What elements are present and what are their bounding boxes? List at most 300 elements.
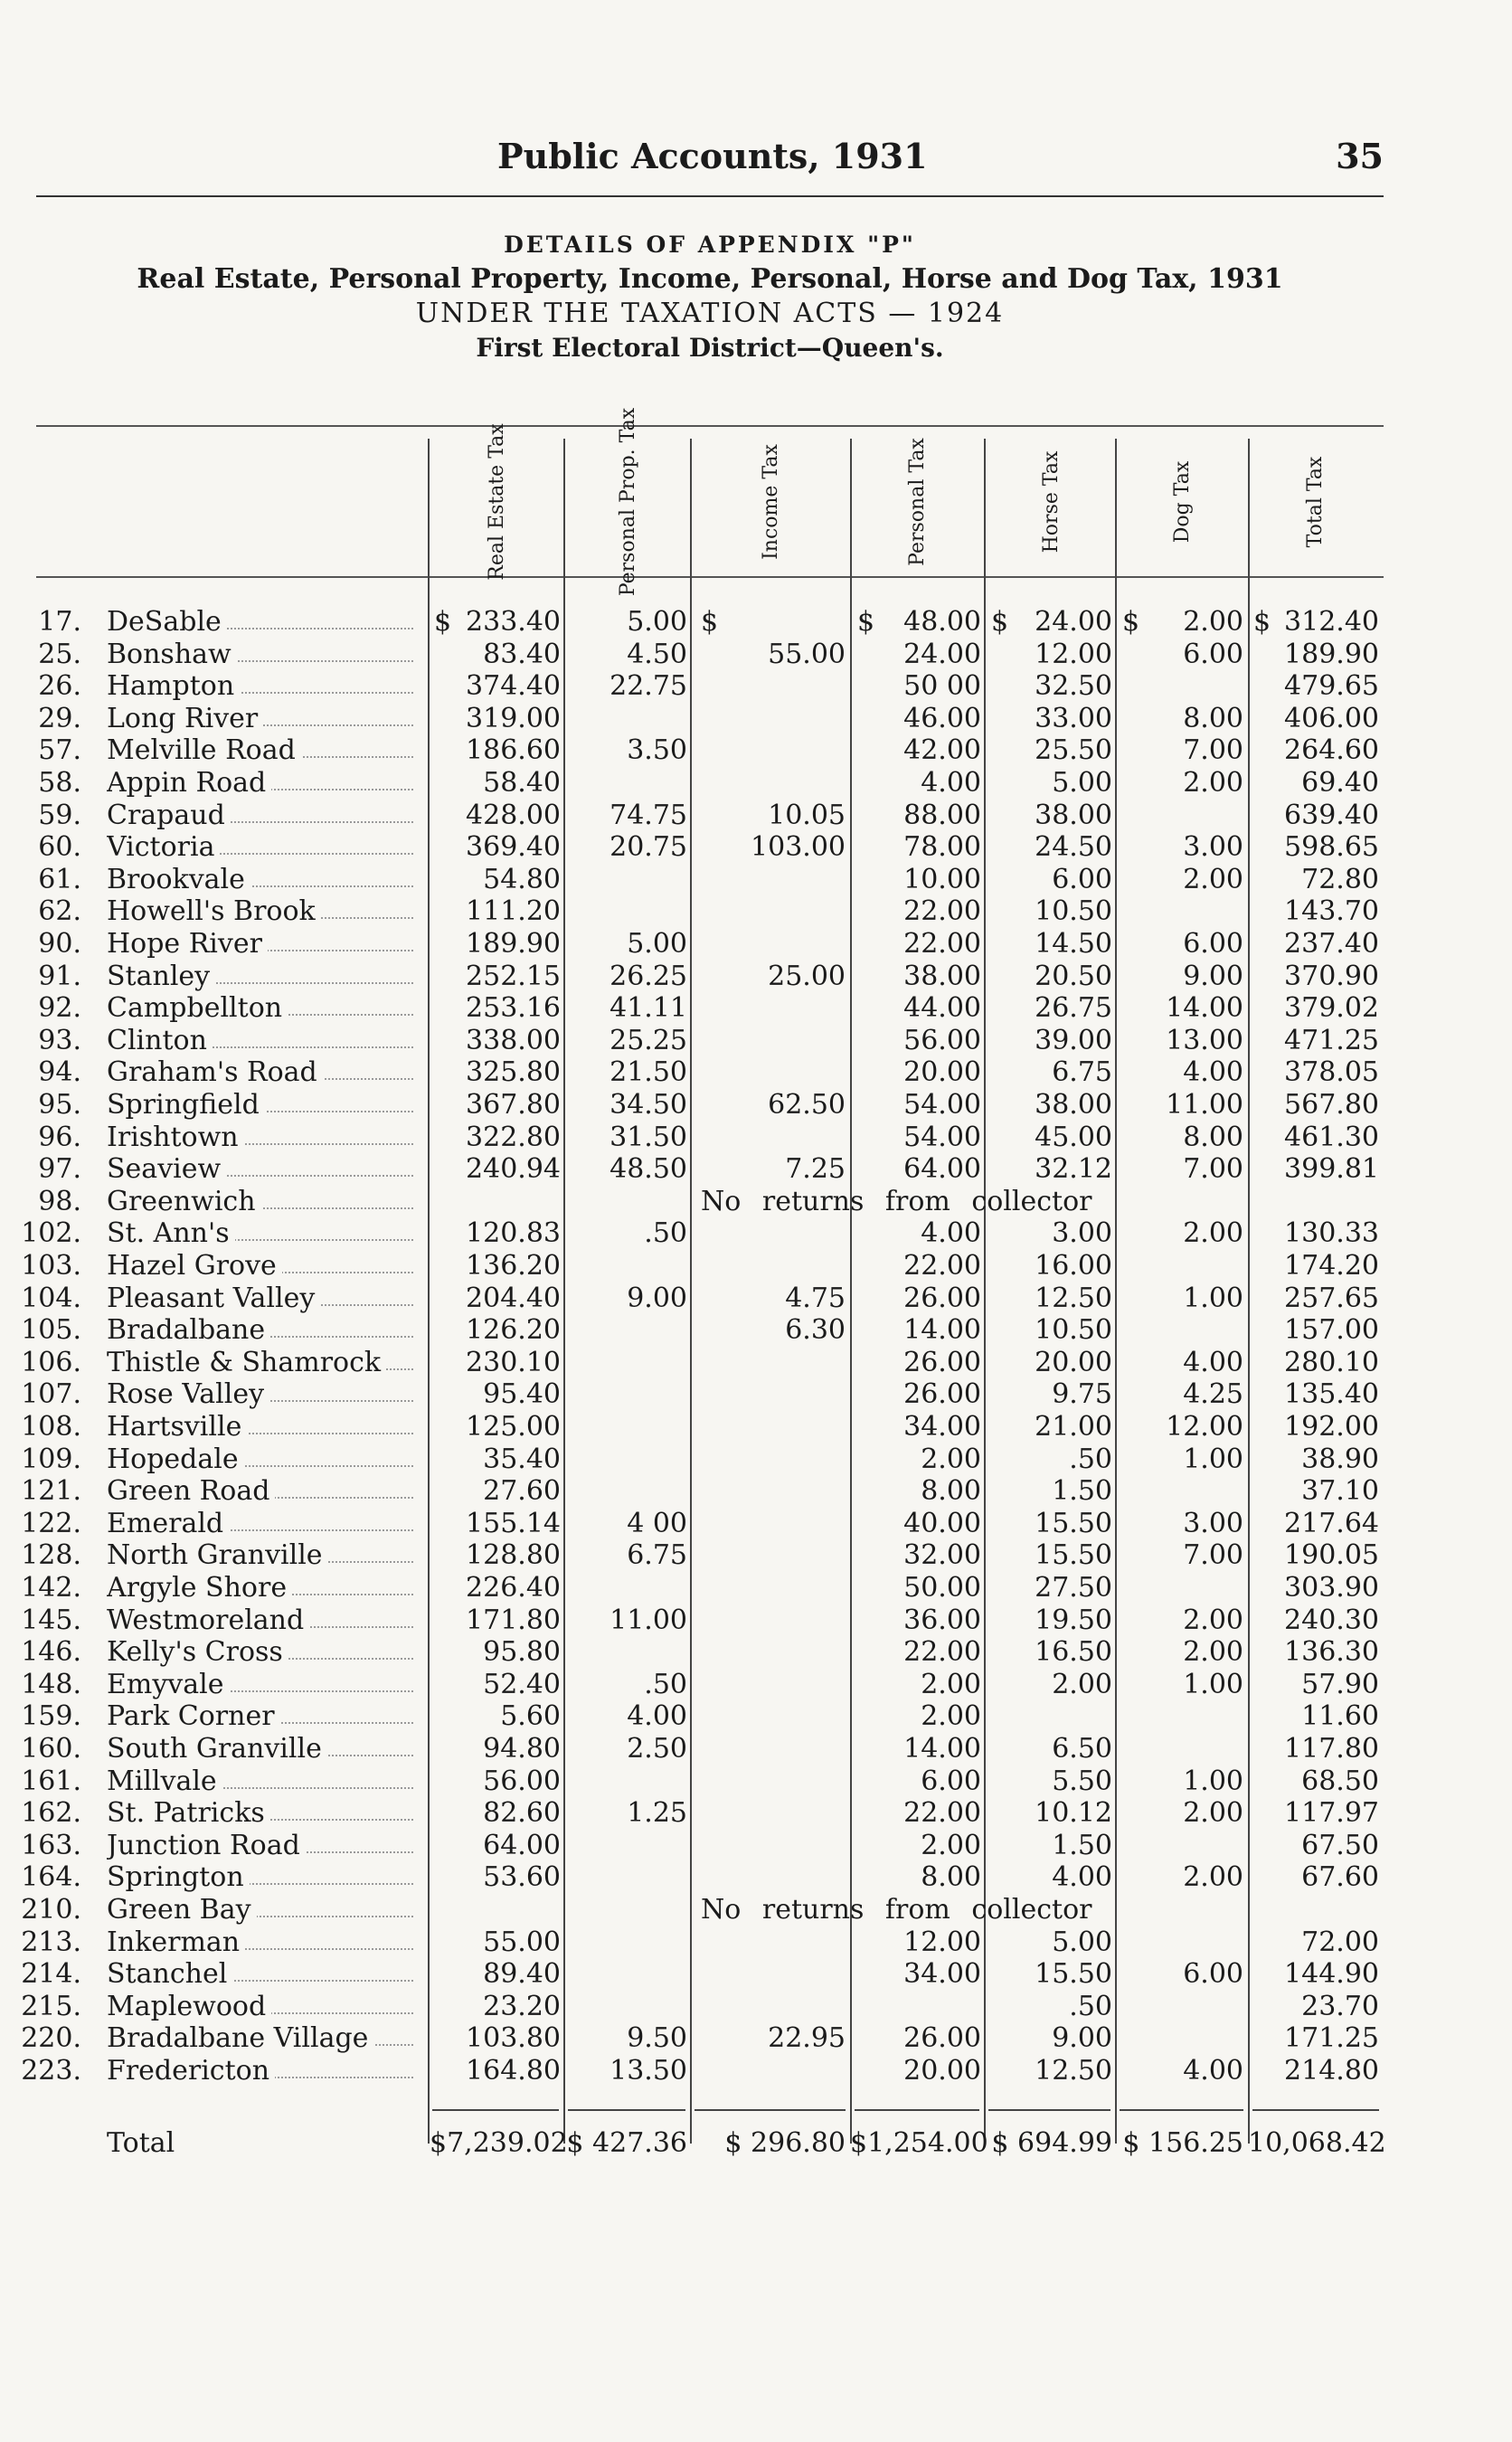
dog-tax-cell: 4.00	[1183, 2055, 1243, 2087]
district-name: North Granville	[107, 1539, 328, 1571]
total-tax-cell: 23.70	[1301, 1990, 1379, 2022]
personal-property-tax-cell: 4.00	[627, 1700, 687, 1733]
district-name-cell	[107, 1572, 419, 1604]
district-name-cell	[107, 2022, 419, 2055]
district-name: Westmoreland	[107, 1604, 309, 1636]
district-name-cell	[107, 1636, 419, 1669]
dog-tax-cell: 6.00	[1183, 638, 1243, 670]
total-tax-cell: 303.90	[1284, 1572, 1379, 1604]
horse-tax-cell: 2.00	[1052, 1668, 1112, 1700]
total-tax-cell: 135.40	[1284, 1378, 1379, 1411]
horse-tax-cell: 33.00	[1035, 702, 1112, 734]
district-name-cell	[107, 1669, 419, 1701]
real-estate-tax-cell: 82.60	[483, 1797, 561, 1830]
personal-property-tax-cell: 13.50	[610, 2055, 687, 2087]
total-tax-cell: 264.60	[1284, 734, 1379, 767]
real-estate-tax-cell: 125.00	[466, 1411, 561, 1443]
district-name-cell	[107, 1347, 419, 1379]
table-row	[0, 734, 1512, 767]
district-number: 59.	[38, 799, 81, 831]
page-header	[36, 136, 1384, 197]
personal-tax-cell: 8.00	[921, 1475, 981, 1508]
total-rule	[988, 2109, 1110, 2111]
real-estate-tax-cell: 111.20	[466, 895, 561, 928]
personal-property-tax-cell: 1.25	[627, 1797, 687, 1830]
real-estate-tax-cell: 35.40	[483, 1443, 561, 1475]
income-tax-cell: 103.00	[751, 831, 846, 864]
district-number: 162.	[21, 1797, 81, 1830]
real-estate-tax-cell: 338.00	[466, 1024, 561, 1056]
table-row	[0, 1991, 1512, 2023]
horse-tax-cell: 24.50	[1035, 831, 1112, 864]
personal-tax-cell: 36.00	[903, 1604, 981, 1636]
real-estate-tax-cell: 120.83	[466, 1217, 561, 1250]
personal-property-tax-cell: 48.50	[610, 1153, 687, 1186]
personal-tax-cell: 26.00	[903, 1378, 981, 1411]
personal-tax-cell: 6.00	[921, 1765, 981, 1797]
real-estate-tax-cell: 58.40	[483, 767, 561, 799]
income-tax-cell: 22.95	[768, 2022, 846, 2055]
total-real-estate: $7,239.02	[430, 2127, 568, 2159]
district-name: DeSable	[107, 606, 227, 638]
horse-tax-cell: 9.00	[1052, 2022, 1112, 2055]
district-name: Hartsville	[107, 1411, 247, 1443]
real-estate-tax-cell: 95.80	[483, 1636, 561, 1669]
table-row	[0, 2055, 1512, 2087]
real-estate-tax-cell: 53.60	[483, 1861, 561, 1894]
district-name: Appin Road	[107, 767, 271, 799]
horse-tax-cell: 6.50	[1052, 1733, 1112, 1765]
district-name-cell	[107, 1250, 419, 1283]
district-number: 97.	[38, 1153, 81, 1186]
district-number: 58.	[38, 767, 81, 799]
currency-sign: $	[1122, 606, 1140, 638]
personal-tax-cell: 2.00	[921, 1829, 981, 1861]
table-row	[0, 1217, 1512, 1250]
dog-tax-cell: 7.00	[1183, 1539, 1243, 1572]
horse-tax-cell: 15.50	[1035, 1539, 1112, 1572]
total-tax-cell: 379.02	[1284, 992, 1379, 1025]
personal-property-tax-cell: 9.00	[627, 1282, 687, 1314]
income-tax-cell: 7.25	[785, 1153, 846, 1186]
real-estate-tax-cell: 325.80	[466, 1056, 561, 1089]
total-tax-cell: 639.40	[1284, 799, 1379, 831]
total-total: 10,068.42	[1248, 2127, 1386, 2159]
total-rule	[695, 2109, 846, 2111]
total-tax-cell: 189.90	[1284, 638, 1379, 670]
district-number: 104.	[21, 1282, 81, 1314]
district-name-cell	[107, 670, 419, 703]
district-name-cell	[107, 1056, 419, 1089]
header-rule-bottom	[36, 576, 1384, 578]
horse-tax-cell: .50	[1069, 1990, 1112, 2022]
dog-tax-cell: 1.00	[1183, 1668, 1243, 1700]
district-name-cell	[107, 1122, 419, 1154]
personal-property-tax-cell: .50	[644, 1668, 687, 1700]
personal-tax-cell: 40.00	[903, 1507, 981, 1539]
horse-tax-cell: 32.12	[1035, 1153, 1112, 1186]
table-row	[0, 1122, 1512, 1154]
real-estate-tax-cell: 252.15	[466, 960, 561, 992]
total-tax-cell: 280.10	[1284, 1346, 1379, 1378]
district-number: 160.	[21, 1733, 81, 1765]
personal-property-tax-cell: 21.50	[610, 1056, 687, 1089]
district-name: Stanchel	[107, 1958, 232, 1990]
district-name: Green Road	[107, 1475, 275, 1507]
total-tax-cell: 157.00	[1284, 1314, 1379, 1347]
personal-property-tax-cell: 11.00	[610, 1604, 687, 1636]
district-name-cell	[107, 1025, 419, 1057]
horse-tax-cell: 24.00	[1035, 606, 1112, 638]
personal-tax-cell: 54.00	[903, 1121, 981, 1153]
personal-tax-cell: 22.00	[903, 1250, 981, 1282]
real-estate-tax-cell: 27.60	[483, 1475, 561, 1508]
currency-sign: $	[1253, 606, 1271, 638]
district-name-cell	[107, 1894, 419, 1926]
district-name-cell	[107, 1604, 419, 1637]
dog-tax-cell: 4.00	[1183, 1056, 1243, 1089]
personal-property-tax-cell: 25.25	[610, 1024, 687, 1056]
horse-tax-cell: 15.50	[1035, 1507, 1112, 1539]
total-tax-cell: 72.00	[1301, 1926, 1379, 1958]
total-tax-cell: 598.65	[1284, 831, 1379, 864]
table-row	[0, 1861, 1512, 1894]
dog-tax-cell: 13.00	[1166, 1024, 1243, 1056]
table-row	[0, 1508, 1512, 1540]
district-name-cell	[107, 1958, 419, 1991]
district-name-cell	[107, 703, 419, 735]
total-personal: $1,254.00	[850, 2127, 988, 2159]
table-row	[0, 1314, 1512, 1347]
dog-tax-cell: 9.00	[1183, 960, 1243, 992]
total-rule	[855, 2109, 979, 2111]
dog-tax-cell: 1.00	[1183, 1443, 1243, 1475]
personal-tax-cell: 32.00	[903, 1539, 981, 1572]
horse-tax-cell: 6.75	[1052, 1056, 1112, 1089]
total-tax-cell: 144.90	[1284, 1958, 1379, 1991]
district-number: 103.	[21, 1250, 81, 1282]
horse-tax-cell: 10.50	[1035, 895, 1112, 928]
district-name: Argyle Shore	[107, 1572, 292, 1604]
income-tax-cell: 10.05	[768, 799, 846, 831]
real-estate-tax-cell: 164.80	[466, 2055, 561, 2087]
district-name: Brookvale	[107, 864, 250, 895]
district-name-cell	[107, 1508, 419, 1540]
district-name-cell	[107, 831, 419, 864]
personal-tax-cell: 50 00	[903, 670, 981, 703]
total-tax-cell: 143.70	[1284, 895, 1379, 928]
personal-tax-cell: 2.00	[921, 1443, 981, 1475]
real-estate-tax-cell: 189.90	[466, 928, 561, 960]
dog-tax-cell: 3.00	[1183, 1507, 1243, 1539]
personal-property-tax-cell: 5.00	[627, 928, 687, 960]
real-estate-tax-cell: 226.40	[466, 1572, 561, 1604]
real-estate-tax-cell: 204.40	[466, 1282, 561, 1314]
personal-property-tax-cell: 4.50	[627, 638, 687, 670]
district-name: Victoria	[107, 831, 220, 863]
personal-tax-cell: 26.00	[903, 1282, 981, 1314]
district-name-cell	[107, 1283, 419, 1315]
district-name: Bradalbane Village	[107, 2022, 373, 2054]
dog-tax-cell: 2.00	[1183, 606, 1243, 638]
district-number: 25.	[38, 638, 81, 670]
total-tax-cell: 479.65	[1284, 670, 1379, 703]
district-name: Campbellton	[107, 992, 288, 1024]
currency-sign: $	[701, 606, 719, 638]
table-row	[0, 670, 1512, 703]
total-tax-cell: 192.00	[1284, 1411, 1379, 1443]
table-titles	[36, 228, 1384, 365]
personal-property-tax-cell: 31.50	[610, 1121, 687, 1153]
horse-tax-cell: 16.50	[1035, 1636, 1112, 1669]
total-tax-cell: 38.90	[1301, 1443, 1379, 1475]
table-row	[0, 1056, 1512, 1089]
real-estate-tax-cell: 126.20	[466, 1314, 561, 1347]
no-returns-note: No returns from collector	[701, 1894, 1092, 1926]
real-estate-tax-cell: 89.40	[483, 1958, 561, 1991]
real-estate-tax-cell: 52.40	[483, 1668, 561, 1700]
currency-sign: $	[857, 606, 875, 638]
total-tax-cell: 130.33	[1284, 1217, 1379, 1250]
district-number: 92.	[38, 992, 81, 1025]
district-name: Fredericton	[107, 2055, 275, 2087]
col-header-personal: Personal Tax	[906, 438, 929, 566]
total-rule	[1252, 2109, 1379, 2111]
district-number: 163.	[21, 1829, 81, 1861]
district-number: 61.	[38, 863, 81, 895]
district-name: Rose Valley	[107, 1378, 269, 1410]
horse-tax-cell: .50	[1069, 1443, 1112, 1475]
district-name: Bradalbane	[107, 1314, 270, 1346]
total-tax-cell: 217.64	[1284, 1507, 1379, 1539]
district-number: 161.	[21, 1765, 81, 1797]
district-name: Hazel Grove	[107, 1250, 282, 1282]
district-name-cell	[107, 734, 419, 767]
district-name-cell	[107, 767, 419, 800]
horse-tax-cell: 38.00	[1035, 799, 1112, 831]
table-row	[0, 1411, 1512, 1443]
personal-tax-cell: 22.00	[903, 1636, 981, 1669]
income-tax-cell: 4.75	[785, 1282, 846, 1314]
horse-tax-cell: 1.50	[1052, 1829, 1112, 1861]
total-rule	[432, 2109, 559, 2111]
personal-property-tax-cell: .50	[644, 1217, 687, 1250]
personal-tax-cell: 24.00	[903, 638, 981, 670]
table-row	[0, 1572, 1512, 1604]
horse-tax-cell: 16.00	[1035, 1250, 1112, 1282]
horse-tax-cell: 12.00	[1035, 638, 1112, 670]
district-name: Pleasant Valley	[107, 1283, 320, 1314]
personal-tax-cell: 8.00	[921, 1861, 981, 1894]
dog-tax-cell: 1.00	[1183, 1765, 1243, 1797]
total-tax-cell: 68.50	[1301, 1765, 1379, 1797]
district-name-cell	[107, 606, 419, 639]
personal-tax-cell: 44.00	[903, 992, 981, 1025]
horse-tax-cell: 27.50	[1035, 1572, 1112, 1604]
dog-tax-cell: 2.00	[1183, 1604, 1243, 1636]
personal-property-tax-cell: 3.50	[627, 734, 687, 767]
district-name: Green Bay	[107, 1894, 257, 1926]
district-name: Emerald	[107, 1508, 229, 1539]
total-tax-cell: 567.80	[1284, 1089, 1379, 1121]
personal-property-tax-cell: 26.25	[610, 960, 687, 992]
personal-property-tax-cell: 6.75	[627, 1539, 687, 1572]
district-name-cell	[107, 1700, 419, 1733]
table-row	[0, 1475, 1512, 1508]
district-name-cell	[107, 1443, 419, 1476]
district-number: 159.	[21, 1700, 81, 1733]
real-estate-tax-cell: 253.16	[466, 992, 561, 1025]
personal-tax-cell: 26.00	[903, 1346, 981, 1378]
total-tax-cell: 57.90	[1301, 1668, 1379, 1700]
total-rule	[1120, 2109, 1243, 2111]
personal-property-tax-cell: 74.75	[610, 799, 687, 831]
total-tax-cell: 214.80	[1284, 2055, 1379, 2087]
district-name-cell	[107, 1089, 419, 1122]
district-name: Millvale	[107, 1765, 222, 1797]
district-number: 122.	[21, 1507, 81, 1539]
income-tax-cell: 6.30	[785, 1314, 846, 1347]
district-name-cell	[107, 2055, 419, 2087]
col-header-total: Total Tax	[1304, 456, 1327, 548]
total-tax-cell: 37.10	[1301, 1475, 1379, 1508]
district-name-cell	[107, 1411, 419, 1443]
district-name: Crapaud	[107, 800, 231, 831]
personal-tax-cell: 42.00	[903, 734, 981, 767]
district-name-cell	[107, 1830, 419, 1862]
real-estate-tax-cell: 136.20	[466, 1250, 561, 1282]
personal-tax-cell: 64.00	[903, 1153, 981, 1186]
horse-tax-cell: 14.50	[1035, 928, 1112, 960]
district-name-cell	[107, 1475, 419, 1508]
district-number: 106.	[21, 1346, 81, 1378]
real-estate-tax-cell: 103.80	[466, 2022, 561, 2055]
personal-tax-cell: 38.00	[903, 960, 981, 992]
district-name-cell	[107, 992, 419, 1025]
dog-tax-cell: 6.00	[1183, 928, 1243, 960]
real-estate-tax-cell: 23.20	[483, 1990, 561, 2022]
district-name: Long River	[107, 703, 263, 734]
table-row	[0, 1186, 1512, 1218]
district-number: 102.	[21, 1217, 81, 1250]
total-tax-cell: 117.80	[1284, 1733, 1379, 1765]
personal-tax-cell: 14.00	[903, 1733, 981, 1765]
district-name-cell	[107, 961, 419, 993]
real-estate-tax-cell: 54.80	[483, 863, 561, 895]
total-tax-cell: 370.90	[1284, 960, 1379, 992]
dog-tax-cell: 2.00	[1183, 767, 1243, 799]
district-name: Maplewood	[107, 1991, 271, 2022]
dog-tax-cell: 8.00	[1183, 702, 1243, 734]
total-tax-cell: 378.05	[1284, 1056, 1379, 1089]
personal-property-tax-cell: 41.11	[610, 992, 687, 1025]
table-row	[0, 1443, 1512, 1476]
table-row	[0, 606, 1512, 639]
real-estate-tax-cell: 319.00	[466, 702, 561, 734]
district-name: Inkerman	[107, 1926, 245, 1958]
dog-tax-cell: 2.00	[1183, 863, 1243, 895]
dog-tax-cell: 12.00	[1166, 1411, 1243, 1443]
horse-tax-cell: 26.75	[1035, 992, 1112, 1025]
acts-subtitle: UNDER THE TAXATION ACTS — 1924	[415, 298, 1005, 329]
table-row	[0, 2022, 1512, 2055]
personal-tax-cell: 50.00	[903, 1572, 981, 1604]
real-estate-tax-cell: 367.80	[466, 1089, 561, 1121]
real-estate-tax-cell: 171.80	[466, 1604, 561, 1636]
col-header-dog: Dog Tax	[1170, 460, 1194, 544]
district-name-cell	[107, 1991, 419, 2023]
district-name-cell	[107, 1153, 419, 1186]
personal-property-tax-cell: 4 00	[627, 1507, 687, 1539]
total-personal-property: $ 427.36	[566, 2127, 687, 2159]
table-row	[0, 1636, 1512, 1669]
real-estate-tax-cell: 186.60	[466, 734, 561, 767]
dog-tax-cell: 2.00	[1183, 1861, 1243, 1894]
district-number: 96.	[38, 1121, 81, 1153]
col-header-real-estate: Real Estate Tax	[486, 423, 508, 581]
table-row	[0, 1539, 1512, 1572]
district-number: 94.	[38, 1056, 81, 1089]
district-number: 29.	[38, 702, 81, 734]
district-name-cell	[107, 1186, 419, 1218]
district-number: 128.	[21, 1539, 81, 1572]
personal-property-tax-cell: 22.75	[610, 670, 687, 703]
personal-property-tax-cell: 34.50	[610, 1089, 687, 1121]
district-name-cell	[107, 1378, 419, 1411]
district-number: 62.	[38, 895, 81, 928]
district-name-cell	[107, 1797, 419, 1830]
table-row	[0, 800, 1512, 832]
table-row	[0, 1604, 1512, 1637]
dog-tax-cell: 1.00	[1183, 1282, 1243, 1314]
horse-tax-cell: 12.50	[1035, 2055, 1112, 2087]
district-number: 213.	[21, 1926, 81, 1958]
district-number: 91.	[38, 960, 81, 992]
personal-tax-cell: 4.00	[921, 767, 981, 799]
personal-tax-cell: 26.00	[903, 2022, 981, 2055]
total-horse: $ 694.99	[991, 2127, 1112, 2159]
horse-tax-cell: 15.50	[1035, 1958, 1112, 1991]
real-estate-tax-cell: 95.40	[483, 1378, 561, 1411]
district-name: Greenwich	[107, 1186, 261, 1217]
personal-tax-cell: 14.00	[903, 1314, 981, 1347]
personal-tax-cell: 4.00	[921, 1217, 981, 1250]
total-tax-cell: 174.20	[1284, 1250, 1379, 1282]
personal-tax-cell: 54.00	[903, 1089, 981, 1121]
personal-tax-cell: 22.00	[903, 928, 981, 960]
district-number: 223.	[21, 2055, 81, 2087]
table-row	[0, 1347, 1512, 1379]
district-number: 148.	[21, 1668, 81, 1700]
no-returns-note: No returns from collector	[701, 1185, 1092, 1217]
dog-tax-cell: 2.00	[1183, 1217, 1243, 1250]
district-number: 108.	[21, 1411, 81, 1443]
totals-label: Total	[107, 2127, 175, 2159]
district-number: 146.	[21, 1636, 81, 1669]
horse-tax-cell: 32.50	[1035, 670, 1112, 703]
total-tax-cell: 69.40	[1301, 767, 1379, 799]
currency-sign: $	[434, 606, 452, 638]
personal-tax-cell: 88.00	[903, 799, 981, 831]
real-estate-tax-cell: 83.40	[483, 638, 561, 670]
table-row	[0, 961, 1512, 993]
district-number: 210.	[21, 1894, 81, 1926]
district-number: 164.	[21, 1861, 81, 1894]
dog-tax-cell: 11.00	[1166, 1089, 1243, 1121]
horse-tax-cell: 5.50	[1052, 1765, 1112, 1797]
district-name-cell	[107, 1314, 419, 1347]
header-rule-top	[36, 425, 1384, 427]
